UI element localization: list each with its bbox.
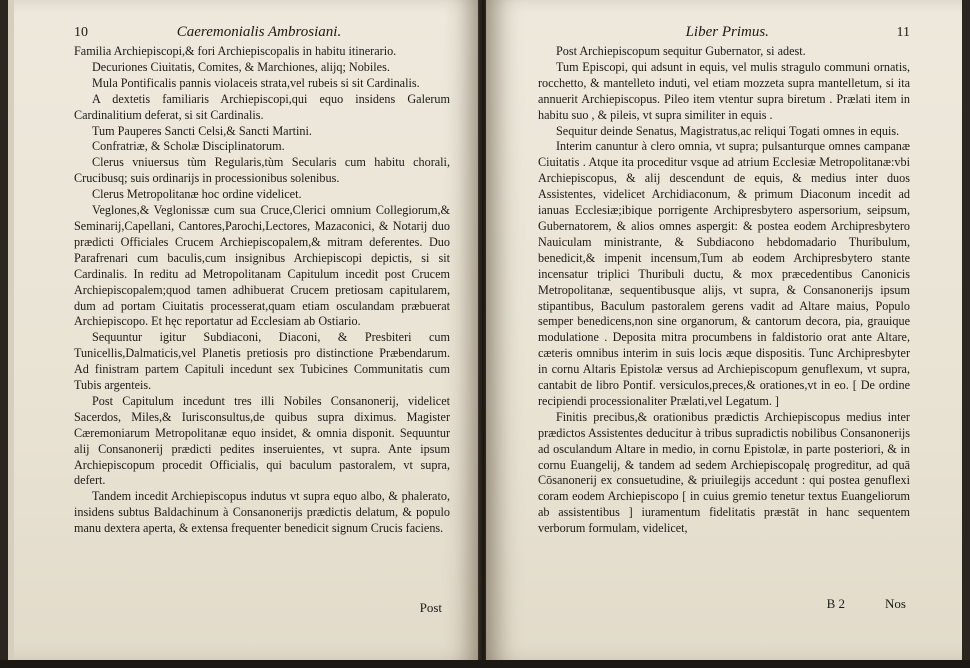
left-page <box>8 0 480 660</box>
right-footer <box>486 596 962 612</box>
left-paragraph: Clerus Metropolitanæ hoc ordine videlicet. <box>92 187 302 202</box>
left-paragraph: Decuriones Ciuitatis, Comites, & Marchiones, alijq; Nobiles. <box>92 59 390 74</box>
book-bottom-edge <box>0 660 970 668</box>
signature-mark: B 2 <box>826 596 846 611</box>
left-paragraph: A dextetis familiaris Archiepiscopi,qui equo insidens Galerum Cardinalitium deferat, si sit Cardinalis. <box>74 91 450 122</box>
right-paragraph: Tum Episcopi, qui adsunt in equis, vel mulis stragulo communi ornatis, rocchetto, & mantelleto induti, vel etiam mozzeta supra mantelletum, si ita annuerit Archiepiscopus. Pileo item vtentur supra biretum . Prælati item in habitu suo , & pileis, vt supra similiter in equis . <box>538 59 910 122</box>
left-paragraph: Tum Pauperes Sancti Celsi,& Sancti Martini. <box>92 123 312 138</box>
left-catchword: Post <box>419 600 442 615</box>
right-body-text <box>538 44 910 537</box>
right-paragraph: Sequitur deinde Senatus, Magistratus,ac reliqui Togati omnes in equis. <box>556 123 900 138</box>
left-paragraph: Familia Archiepiscopi,& fori Archiepiscopalis in habitu itinerario. <box>74 44 397 58</box>
left-paragraph: Confratriæ, & Scholæ Disciplinatorum. <box>92 139 285 154</box>
left-paragraph: Sequuntur igitur Subdiaconi, Diaconi, & Presbiteri cum Tunicellis,Dalmaticis,vel Planetis pretiosis pro distinctione Præbendarum. Ad finistram partem Capituli incedunt sex Tubicines Communitatis cum Tubis argenteis. <box>74 330 450 393</box>
right-header <box>538 24 910 42</box>
left-paragraph: Post Capitulum incedunt tres illi Nobiles Consanonerij, videlicet Sacerdos, Miles,& Iurisconsultus,de quibus supra diximus. Magister Cæremoniarum Metropolitanæ equo insidet, & omnia disponit. Sequuntur alij Consanonerij prædicti pedites inseruientes, vt supra. Ante ipsum Archiepiscopum procedit Officialis, qui baculum pastoralem, vt supra, defert. <box>74 393 450 488</box>
right-paragraph: Post Archiepiscopum sequitur Gubernator, si adest. <box>556 44 806 58</box>
right-running-head: Liber Primus. <box>685 24 769 40</box>
right-paragraph: Finitis precibus,& orationibus prædictis Archiepiscopus medius inter prædictos Assistentes deducitur à tribus supradictis nobilibus Consanonerijs ad osculandum Altare in medio, in cornu Epistolæ, in parte posteriori, & in cornu Euangelij, & tandem ad sedem Archiepiscopalę progreditur, ad quā Cōsanonerij ex consuetudine, & priuilegijs accedunt : qui postea genuflexi coram eodem Archiepiscopo [ in cuius gremio tenetur textus Euangeliorum ab assistentibus ] iuramentum fidelitatis præstāt in hanc sequentem verborum formulam, videlicet, <box>538 409 910 536</box>
left-paragraph: Tandem incedit Archiepiscopus indutus vt supra equo albo, & phalerato, insidens subtus Baldachinum à Consanonerijs prædictis delatum, & populo manu dextera aperta, & extensa frequenter benedicit signum Crucis faciens. <box>74 489 450 536</box>
right-page-number: 11 <box>896 25 910 40</box>
right-catchword: Nos <box>885 596 906 611</box>
left-paragraph: Mula Pontificalis pannis violaceis strata,vel rubeis si sit Cardinalis. <box>92 75 420 90</box>
left-header <box>74 24 450 42</box>
left-paragraph: Clerus vniuersus tùm Regularis,tùm Secularis cum habitu chorali, Crucibusq; suis ordinarijs in processionibus solenibus. <box>74 155 450 186</box>
left-paragraph: Veglones,& Veglonissæ cum sua Cruce,Clerici omnium Collegiorum,& Seminarij,Capellani, Cantores,Parochi,Lectores, Mazaconici, & Notarij duo prædicti Officiales Crucem Archiepiscopalem,& mitram deferentes. Duo Parafrenari cum baculis,cum insignibus Archiepiscopi depictis, si sit Cardinalis. In reditu ad Metropolitanam Capitulum incedit post Crucem Archiepiscopalem;quod tamen adhibuerat Crucem pretiosam capitularem, dum ad portam Ciuitatis processerat,quam etiam osculandam præbuerat Archiepiscopo. Et hęc reportatur ad Ecclesiam ab Ostiario. <box>74 203 450 329</box>
left-body-text <box>74 44 450 537</box>
left-page-number: 10 <box>74 25 88 40</box>
right-page <box>486 0 962 660</box>
right-paragraph: Interim canuntur à clero omnia, vt supra; pulsanturque omnes campanæ Ciuitatis . Atque ita proceditur vsque ad atrium Ecclesiæ Metropolitanæ:vbi Archiepiscopus, & alij descendunt de equis, & medius inter duos Assistentes, videlicet Archidiaconum, & primum Diaconum incedit ad ianuas Ecclesiæ;ibique porrigente Archipresbytero aspersorium, seipsum, Gubernatorem, & alios omnes aspergit: & postea eodem Archipresbytero Nauiculam ministrante, & Subdiacono hebdomadario Thuribulum, benedicit,& impenit incensum,Tum ab eodem Archipresbytero stante incensatur triplici Thuribuli ductu, & mox præcedentibus Canonicis Metropolitanæ, sequentibusque alijs, vt supra, & Consanonerijs ipsum stipantibus, Baculum pastoralem gerens vadit ad Altare maius, Populo semper benedicens,non sine organorum, & cantorum decora, pia, grauique modulatione . Deposita mitra procumbens in faldistorio orat ante Altare, cæteris omnibus interim in suis locis æque dispositis. Tunc Archipresbyter in cornu Altaris Epistolæ versus ad Archiepiscopum genuflexum, vt supra, cantabit de libro Pontif. versiculos,preces,& orationes,vt in eo. [ De ordine recipiendi processionaliter Prælati,vel Legatum. ] <box>538 139 910 408</box>
left-running-head: Caeremonialis Ambrosiani. <box>176 24 342 40</box>
